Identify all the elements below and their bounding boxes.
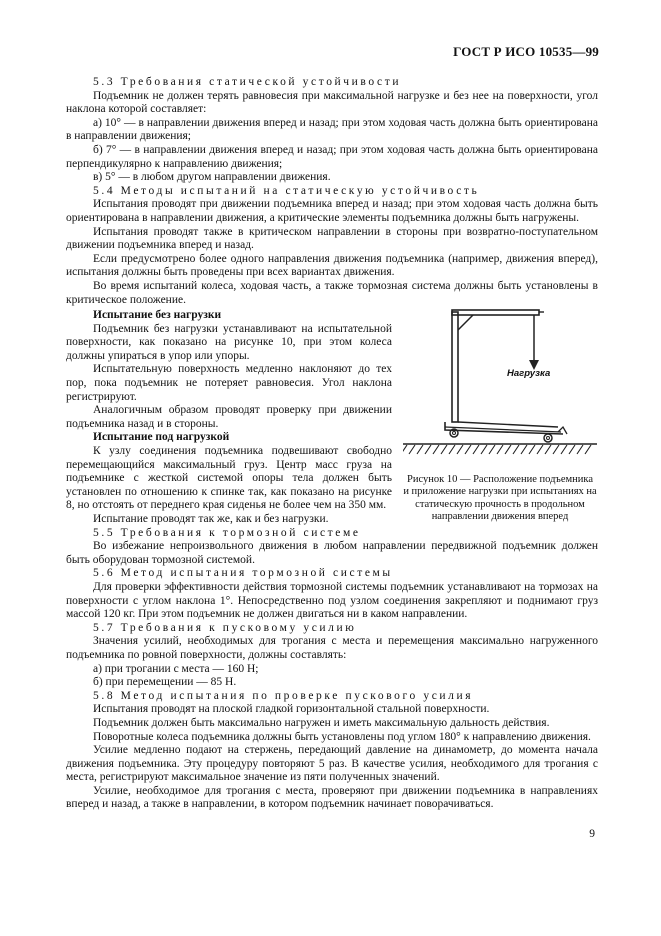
wheel: [544, 434, 552, 442]
ground-hatch: [577, 445, 583, 454]
paragraph: Во избежание непроизвольного движения в любом направлении передвижной подъемник должен быть оборудован тормозной системой.: [66, 540, 598, 566]
paragraph: Если предусмотрено более одного направления движения подъемника (например, движения вперед), испытания должны быть проведены при всех вариантах движения.: [66, 252, 598, 279]
ground-hatch: [569, 445, 575, 454]
ground-hatch: [481, 445, 487, 454]
paragraph: Во время испытаний колеса, ходовая часть, а также тормозная система должны быть установлены в критическое положение.: [66, 279, 598, 306]
paragraph: Значения усилий, необходимых для трогания с места и перемещения максимально нагруженного подъемника по ровной поверхности, должны составлять:: [66, 635, 598, 661]
list-item: б) при перемещении — 85 Н.: [93, 676, 237, 689]
page-number: 9: [589, 828, 595, 840]
load-label: Нагрузка: [507, 368, 551, 379]
lift-diagram: [403, 306, 597, 466]
ground-hatch: [433, 445, 439, 454]
ground-hatch: [521, 445, 527, 454]
lift-boom: [452, 310, 539, 315]
figure-caption: Рисунок 10 — Расположение подъемника и приложение нагрузки при испытаниях на статическую прочность в продольном направлении движения вперед: [403, 474, 597, 523]
section-heading-5-4: 5.4 Методы испытаний на статическую устойчивость: [93, 184, 480, 197]
paragraph: Испытания проводят также в критическом направлении в стороны при возвратно-поступательном движении подъемника вперед и назад.: [66, 225, 598, 252]
lift-brace: [458, 315, 473, 330]
ground-hatch: [409, 445, 415, 454]
list-item: а) 10° — в направлении движения вперед и назад; при этом ходовая часть должна быть ориентирована в направлении движения;: [66, 116, 598, 143]
ground-hatch: [505, 445, 511, 454]
paragraph: Поворотные колеса подъемника должны быть установлены под углом 180° к направлению движения.: [93, 730, 591, 743]
paragraph: Подъемник должен быть максимально нагружен и иметь максимальную дальность действия.: [93, 716, 550, 729]
paragraph: Испытание проводят так же, как и без нагрузки.: [93, 513, 329, 525]
ground-hatch: [585, 445, 591, 454]
paragraph: Для проверки эффективности действия тормозной системы подъемник устанавливают на тормозах на поверхности с углом наклона 1°. Непосредственно под узлом соединения закрепляют и поднимают груз массой 120 кг. При этом подъемник не должен двигаться ни в каком направлении.: [66, 580, 598, 621]
subheading-under-load: Испытание под нагрузкой: [93, 431, 230, 444]
ground-hatch: [513, 445, 519, 454]
ground-hatch: [473, 445, 479, 454]
ground-hatch: [489, 445, 495, 454]
section-heading-5-7: 5.7 Требования к пусковому усилию: [93, 621, 357, 634]
ground-hatch: [465, 445, 471, 454]
subheading-no-load: Испытание без нагрузки: [93, 309, 222, 322]
paragraph: Испытательную поверхность медленно наклоняют до тех пор, пока подъемник не потеряет равновесия. Угол наклона регистрируют.: [66, 363, 392, 403]
document-header: ГОСТ Р ИСО 10535—99: [453, 44, 599, 59]
list-item: в) 5° — в любом другом направлении движения.: [93, 171, 331, 184]
ground-hatch: [497, 445, 503, 454]
ground-hatch: [403, 445, 407, 454]
ground-hatch: [441, 445, 447, 454]
ground-hatch: [529, 445, 535, 454]
ground-hatch: [457, 445, 463, 454]
list-item: б) 7° — в направлении движения вперед и назад; при этом ходовая часть должна быть ориентирована перпендикулярно к направлению движения;: [66, 143, 598, 170]
paragraph: Испытания проводят на плоской гладкой горизонтальной стальной поверхности.: [93, 703, 490, 716]
figure-10: [403, 306, 597, 471]
paragraph: К узлу соединения подъемника подвешивают свободно перемещающийся максимальный груз. Центр масс груза на подъемнике с жесткой системой опоры тела должен быть установлен по отношению к спинке так, как показано на рисунке 8, но отстоять от переднего края сиденья не более чем на 350 мм.: [66, 445, 392, 512]
paragraph: Подъемник не должен терять равновесия при максимальной нагрузке и без нее на поверхности, угол наклона которой составляет:: [66, 89, 598, 116]
paragraph: Усилие медленно подают на стержень, передающий давление на динамометр, до момента начала движения подъемника. Эту процедуру повторяют 5 раз. В качестве усилия, необходимого для трогания с места, регистрируют максимальное значение из пяти полученных значений.: [66, 744, 598, 784]
list-item: а) при трогании с места — 160 Н;: [93, 662, 259, 675]
section-heading-5-6: 5.6 Метод испытания тормозной системы: [93, 567, 393, 580]
ground-hatch: [561, 445, 567, 454]
section-heading-5-8: 5.8 Метод испытания по проверке пускового усилия: [93, 689, 474, 702]
paragraph: Испытания проводят при движении подъемника вперед и назад; при этом ходовая часть должна быть ориентирована в направлении движения, а критические элементы подъемника должны быть нагружены.: [66, 198, 598, 224]
ground-hatch: [553, 445, 559, 454]
paragraph: Усилие, необходимое для трогания с места, проверяют при движении подъемника в направлениях вперед и назад, а также в направлении, в котором подъемник начинает поворачиваться.: [66, 784, 598, 811]
ground-hatch: [545, 445, 551, 454]
ground-hatch: [425, 445, 431, 454]
lift-mast: [452, 312, 458, 422]
section-heading-5-5: 5.5 Требования к тормозной системе: [93, 526, 361, 539]
paragraph: Подъемник без нагрузки устанавливают на испытательной поверхности, как показано на рисунке 10, при этом колеса должны упираться в упор или упоры.: [66, 322, 392, 362]
ground-hatch: [449, 445, 455, 454]
ground-hatch: [417, 445, 423, 454]
paragraph: Аналогичным образом проводят проверку при движении подъемника назад и в стороны.: [66, 404, 392, 430]
section-heading-5-3: 5.3 Требования статической устойчивости: [93, 76, 402, 88]
ground-hatch: [537, 445, 543, 454]
